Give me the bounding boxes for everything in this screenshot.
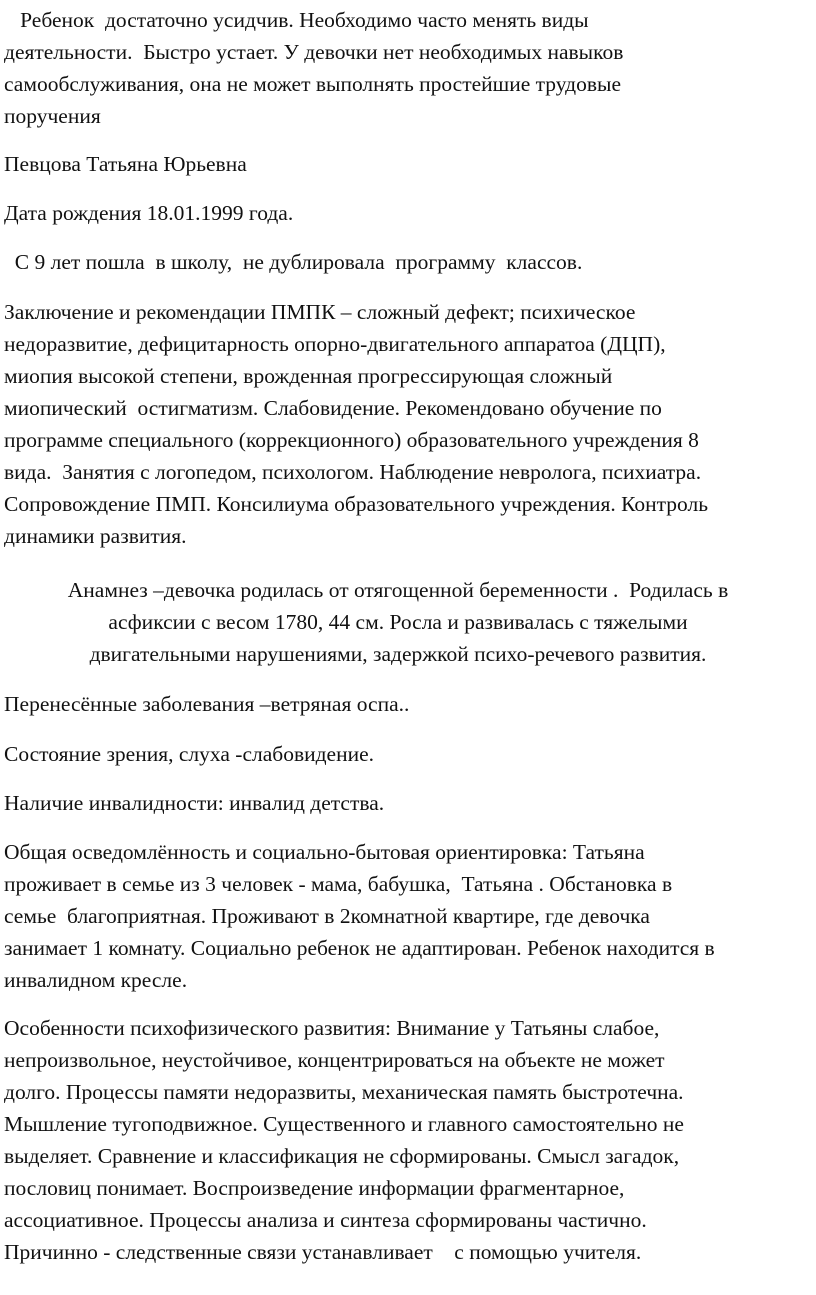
text-line: вида. Занятия с логопедом, психологом. Наблюдение невролога, психиатра.: [4, 460, 702, 484]
text-line: деятельности. Быстро устает. У девочки нет необходимых навыков: [4, 40, 624, 64]
paragraph-birth-date: [4, 197, 816, 229]
text-line: миопический остигматизм. Слабовидение. Рекомендовано обучение по: [4, 396, 662, 420]
text-line: Особенности психофизического развития: Внимание у Татьяны слабое,: [4, 1016, 660, 1040]
paragraph-pmpk-conclusion: [4, 296, 816, 552]
paragraph-vision-hearing: [4, 738, 816, 770]
paragraph-child-behavior: [4, 4, 816, 132]
text-line: пословиц понимает. Воспроизведение информации фрагментарное,: [4, 1176, 625, 1200]
text-line: Перенесённые заболевания –ветряная оспа..: [4, 692, 410, 716]
paragraph-psychophysical-development: [4, 1012, 816, 1268]
text-line: поручения: [4, 104, 101, 128]
text-line: двигательными нарушениями, задержкой психо-речевого развития.: [89, 642, 707, 666]
student-name: Певцова Татьяна Юрьевна: [4, 152, 247, 176]
text-line: Сопровождение ПМП. Консилиума образовательного учреждения. Контроль: [4, 492, 709, 516]
text-line: самообслуживания, она не может выполнять простейшие трудовые: [4, 72, 621, 96]
birth-date: Дата рождения 18.01.1999 года.: [4, 201, 294, 225]
text-line: Наличие инвалидности: инвалид детства.: [4, 791, 385, 815]
paragraph-student-name: [4, 148, 816, 180]
paragraph-disability: [4, 787, 816, 819]
paragraph-anamnesis: [0, 574, 796, 670]
text-line: выделяет. Сравнение и классификация не сформированы. Смысл загадок,: [4, 1144, 680, 1168]
text-line: Общая осведомлённость и социально-бытовая ориентировка: Татьяна: [4, 840, 645, 864]
text-line: занимает 1 комнату. Социально ребенок не адаптирован. Ребенок находится в: [4, 936, 715, 960]
text-line: непроизвольное, неустойчивое, концентрироваться на объекте не может: [4, 1048, 665, 1072]
text-line: проживает в семье из 3 человек - мама, бабушка, Татьяна . Обстановка в: [4, 872, 673, 896]
text-line: динамики развития.: [4, 524, 187, 548]
text-line: Мышление тугоподвижное. Существенного и главного самостоятельно не: [4, 1112, 684, 1136]
text-line: Ребенок достаточно усидчив. Необходимо часто менять виды: [4, 8, 589, 32]
text-line: Причинно - следственные связи устанавливает с помощью учителя.: [4, 1240, 642, 1264]
text-line: Состояние зрения, слуха -слабовидение.: [4, 742, 375, 766]
text-line: Заключение и рекомендации ПМПК – сложный дефект; психическое: [4, 300, 636, 324]
text-line: миопия высокой степени, врожденная прогрессирующая сложный: [4, 364, 613, 388]
text-line: Анамнез –девочка родилась от отягощенной беременности . Родилась в: [67, 578, 729, 602]
text-line: долго. Процессы памяти недоразвиты, механическая память быстротечна.: [4, 1080, 684, 1104]
paragraph-social-orientation: [4, 836, 816, 996]
text-line: ассоциативное. Процессы анализа и синтеза сформированы частично.: [4, 1208, 647, 1232]
paragraph-school-start: [4, 246, 816, 278]
text-line: С 9 лет пошла в школу, не дублировала программу классов.: [4, 250, 583, 274]
text-line: семье благоприятная. Проживают в 2комнатной квартире, где девочка: [4, 904, 650, 928]
text-line: недоразвитие, дефицитарность опорно-двигательного аппаратоа (ДЦП),: [4, 332, 666, 356]
text-line: инвалидном кресле.: [4, 968, 188, 992]
text-line: асфиксии с весом 1780, 44 см. Росла и развивалась с тяжелыми: [108, 610, 688, 634]
text-line: программе специального (коррекционного) образовательного учреждения 8: [4, 428, 699, 452]
paragraph-diseases: [4, 688, 816, 720]
